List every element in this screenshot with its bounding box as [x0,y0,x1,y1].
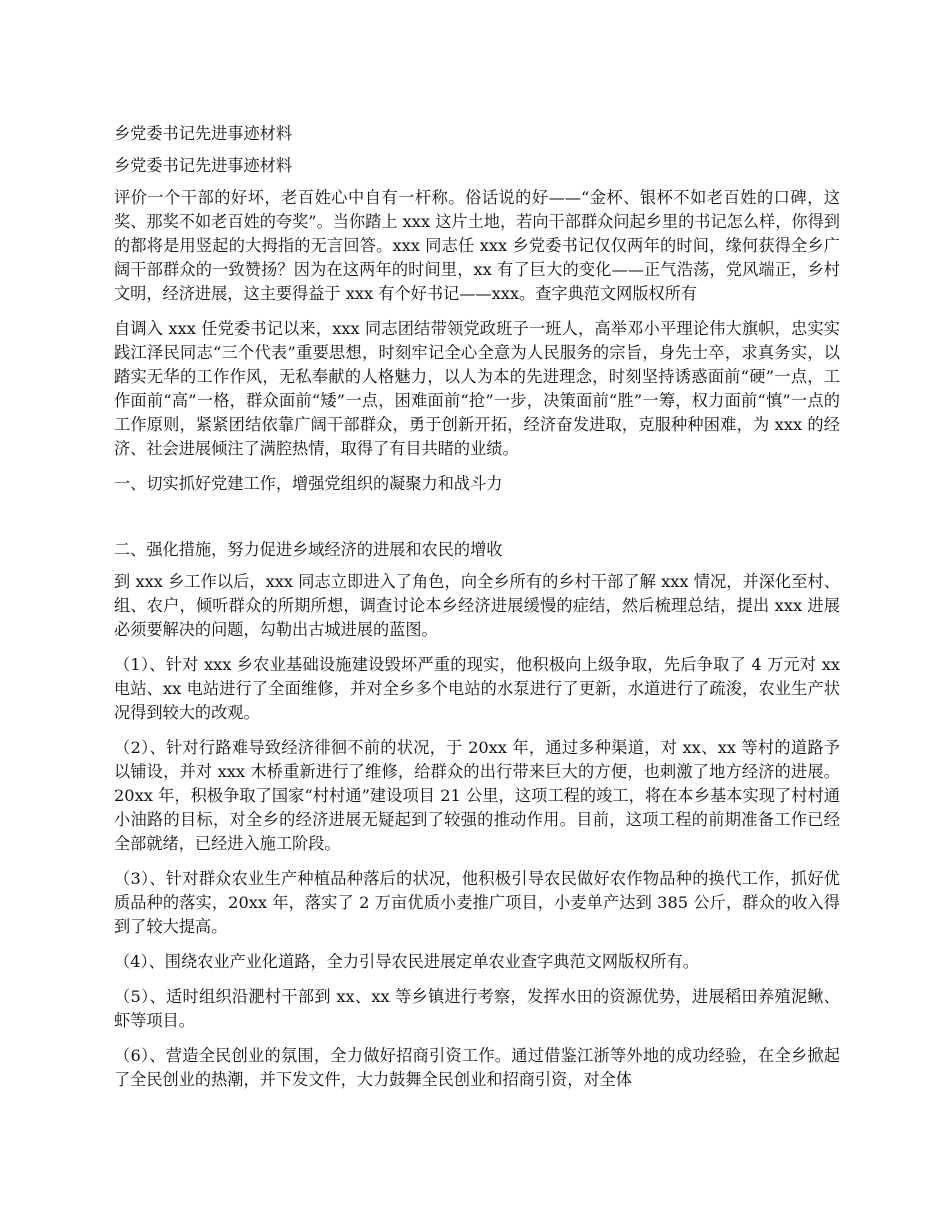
section-heading-2: 二、强化措施，努力促进乡域经济的进展和农民的增收 [114,540,503,559]
section-heading-1: 一、切实抓好党建工作，增强党组织的凝聚力和战斗力 [114,474,503,493]
list-item-5: （5）、适时组织沿淝村干部到 xx、xx 等乡镇进行考察，发挥水田的资源优势，进展稻田养殖泥鳅、虾等项目。 [114,987,840,1030]
list-item-4: （4）、围绕农业产业化道路，全力引导农民进展定单农业查字典范文网版权所有。 [114,952,699,971]
body-paragraph-3: 到 xxx 乡工作以后，xxx 同志立即进入了角色，向全乡所有的乡村干部了解 xxx 情况，并深化至村、组、农户，倾听群众的所期所想，调查讨论本乡经济进展缓慢的症结，然后梳理总结，提出 xxx 进展必须要解决的问题，勾勒出古城进展的蓝图。 [114,572,840,639]
header-title: 乡党委书记先进事迹材料 [114,124,293,143]
list-item-2: （2）、针对行路难导致经济徘徊不前的状况，于 20xx 年，通过多种渠道，对 xx、xx 等村的道路予以铺设，并对 xxx 木桥重新进行了维修，给群众的出行带来巨大的方便，也刺激了地方经济的进展。20xx 年，积极争取了国家“村村通”建设项目 21 公里，这项工程的竣工，将在本乡基本实现了村村通小油路的目标，对全乡的经济进展无疑起到了较强的推动作用。目前，这项工程的前期准备工作已经全部就绪，已经进入施工阶段。 [114,738,840,853]
list-item-1: （1）、针对 xxx 乡农业基础设施建设毁坏严重的现实，他积极向上级争取，先后争取了 4 万元对 xx 电站、xx 电站进行了全面维修，并对全乡多个电站的水泵进行了更新，水道进行了疏浚，农业生产状况得到较大的改观。 [114,655,840,722]
document-page [114,122,840,1103]
document-title: 乡党委书记先进事迹材料 [114,156,293,175]
blank-space [114,504,840,538]
intro-paragraph: 评价一个干部的好坏，老百姓心中自有一杆称。俗话说的好——“金杯、银杯不如老百姓的口碑，这奖、那奖不如老百姓的夸奖”。当你踏上 xxx 这片土地，若向干部群众问起乡里的书记怎么样，你得到的都将是用竖起的大拇指的无言回答。xxx 同志任 xxx 乡党委书记仅仅两年的时间，缘何获得全乡广阔干部群众的一致赞扬？因为在这两年的时间里，xx 有了巨大的变化——正气浩荡，党风端正，乡村文明，经济进展，这主要得益于 xxx 有个好书记——xxx。查字典范文网版权所有 [114,188,840,303]
list-item-3: （3）、针对群众农业生产种植品种落后的状况，他积极引导农民做好农作物品种的换代工作，抓好优质品种的落实，20xx 年，落实了 2 万亩优质小麦推广项目，小麦单产达到 385 公斤，群众的收入得到了较大提高。 [114,869,840,936]
list-item-6: （6）、营造全民创业的氛围，全力做好招商引资工作。通过借鉴江浙等外地的成功经验，在全乡掀起了全民创业的热潮，并下发文件，大力鼓舞全民创业和招商引资，对全体 [114,1046,840,1089]
body-paragraph-2: 自调入 xxx 任党委书记以来，xxx 同志团结带领党政班子一班人，高举邓小平理论伟大旗帜，忠实实践江泽民同志“三个代表”重要思想，时刻牢记全心全意为人民服务的宗旨，身先士卒，求真务实，以踏实无华的工作作风，无私奉献的人格魅力，以人为本的先进理念，时刻坚持诱惑面前“硬”一点，工作面前“高”一格，群众面前“矮”一点，困难面前“抢”一步，决策面前“胜”一筹，权力面前“慎”一点的工作原则，紧紧团结依靠广阔干部群众，勇于创新开拓，经济奋发进取，克服种种困难，为 xxx 的经济、社会进展倾注了满腔热情，取得了有目共睹的业绩。 [114,319,840,458]
